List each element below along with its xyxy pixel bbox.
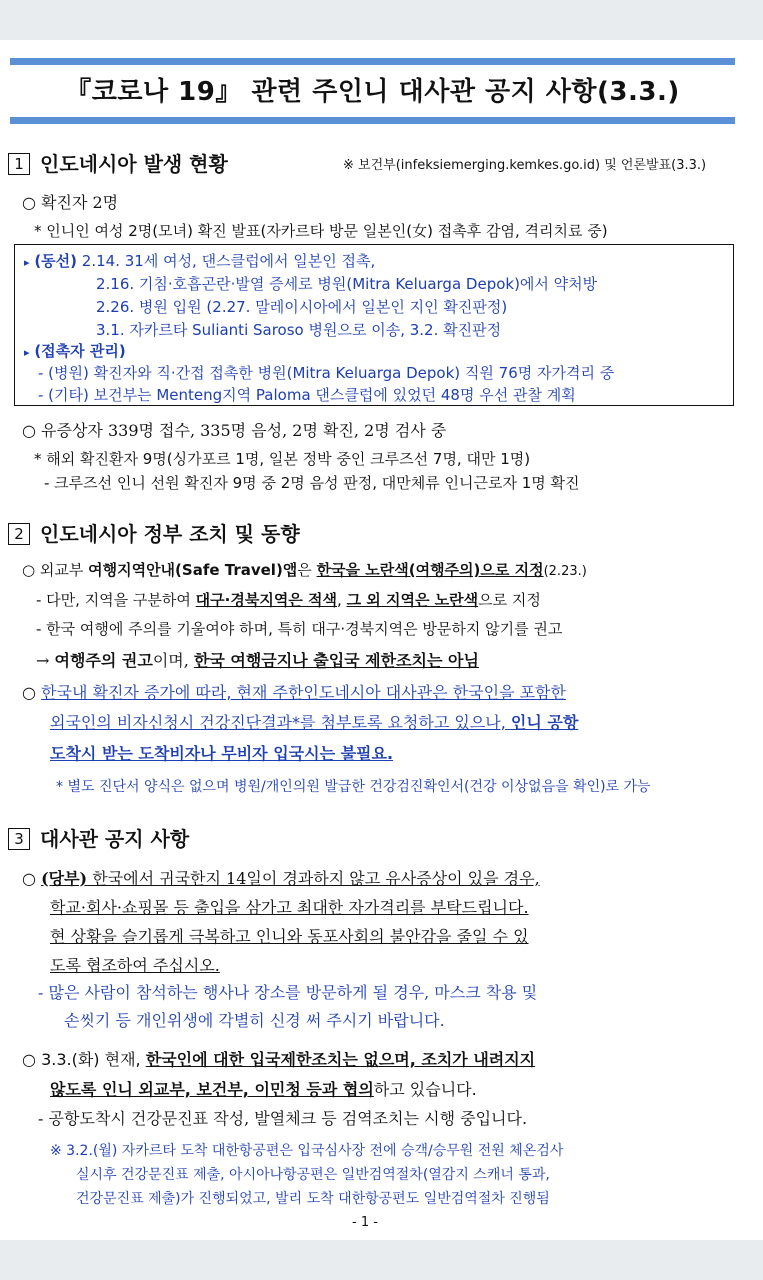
section-3-title: 대사관 공지 사항 [40,827,190,851]
text: ○ 외교부 [22,561,89,579]
route-label: (동선) [34,252,78,270]
triangle-bullet-icon: ▸ [24,346,30,359]
section-3-heading [8,823,189,852]
cruise-cases: - 크루즈선 인니 선원 확진자 9명 중 2명 음성 판정, 대만체류 인니근로자 1명 확진 [44,474,580,492]
request-line-3: 현 상황을 슬기롭게 극복하고 인니와 동포사회의 불안감을 줄일 수 있 [50,927,529,946]
visa-line-2 [50,710,578,733]
section-2-heading [8,518,300,547]
request-line-1 [22,866,540,889]
confirmed-detail: * 인니인 여성 2명(모녀) 확진 발표(자카르타 방문 일본인(女) 접촉후 감염, 격리치료 중) [34,222,608,240]
visa-emphasis: 인니 공항 [510,713,579,732]
circle-bullet: ○ [22,869,36,888]
visa-line-1 [22,680,566,703]
region-line [36,589,541,610]
request-text: 한국에서 귀국한지 14일이 경과하지 않고 유사증상이 있을 경우, [87,869,540,888]
circle-bullet: ○ [22,683,36,702]
visa-line-3: 도착시 받는 도착비자나 무비자 입국시는 불필요. [50,744,394,763]
airline-note-1: ※ 3.2.(월) 자카르타 도착 대한항공편은 입국심사장 전에 승객/승무원 전원 체온검사 [50,1143,564,1159]
section-3-number: 3 [8,828,30,850]
entry-line-1 [22,1047,535,1070]
yellow-region: 그 외 지역은 노란색 [346,591,479,609]
hygiene-line-2: 손씻기 등 개인위생에 각별히 신경 써 주시기 바랍니다. [64,1011,445,1030]
source-note: ※ 보건부(infeksiemerging.kemkes.go.id) 및 언론발표(3.3.) [343,158,707,173]
title-bottom-rule [10,117,735,124]
hygiene-line-1: - 많은 사람이 참석하는 행사나 장소를 방문하게 될 경우, 마스크 착용 및 [38,983,538,1002]
overseas-cases: * 해외 확진환자 9명(싱가포르 1명, 일본 정박 중인 크루즈선 7명, 대만 1명) [34,450,531,468]
contacts-item: - (기타) 보건부는 Menteng지역 Paloma 댄스클럽에 있었던 48명 우선 관찰 계획 [38,386,576,404]
section-2-title: 인도네시아 정부 조치 및 동향 [40,522,300,546]
visa-text: 한국내 확진자 증가에 따라, 현재 주한인도네시아 대사관은 한국인을 포함한 [41,683,566,702]
route-item: 2.14. 31세 여성, 댄스클럽에서 일본인 접촉, [81,252,376,270]
text: 은 [297,561,317,579]
text: , [337,591,347,609]
entry-emphasis: 한국인에 대한 입국제한조치는 없으며, 조치가 내려지지 [145,1050,536,1069]
title-top-rule [10,58,735,65]
text: 으로 지정 [478,591,541,609]
request-label: (당부) [41,869,88,888]
route-item: 2.16. 기침·호흡곤란·발열 증세로 병원(Mitra Keluarga Depok)에서 약처방 [96,275,598,293]
page-title: 『코로나 19』 관련 주인니 대사관 공지 사항(3.3.) [65,77,680,107]
section-1-number: 1 [8,153,30,175]
suspected-cases: ○ 유증상자 339명 접수, 335명 음성, 2명 확진, 2명 검사 중 [22,421,447,440]
triangle-bullet-icon: ▸ [24,256,30,269]
date: (2.23.) [543,564,587,579]
conclusion-line [36,648,479,671]
advice-line: - 한국 여행에 주의를 기울여야 하며, 특히 대구·경북지역은 방문하지 않기를 권고 [36,620,563,638]
contacts-heading [24,340,126,361]
yellow-designation: 한국을 노란색(여행주의)으로 지정 [316,561,544,579]
route-item: 3.1. 자카르타 Sulianti Saroso 병원으로 이송, 3.2. 확진판정 [96,321,502,339]
circle-bullet: ○ [22,1050,36,1069]
entry-emphasis: 않도록 인니 외교부, 보건부, 이민청 등과 협의 [50,1080,374,1099]
confirmed-count: ○ 확진자 2명 [22,193,119,212]
date-text: 3.3.(화) 현재, [41,1050,146,1069]
no-restriction: 한국 여행금지나 출입국 제한조치는 아님 [193,651,479,670]
route-first-line [24,250,375,271]
arrow-text: → [36,651,55,670]
safe-travel-line [22,559,587,580]
app-name: 여행지역안내(Safe Travel)앱 [88,561,298,579]
request-line-4: 도록 협조하여 주십시오. [50,956,220,975]
red-region: 대구·경북지역은 적색 [195,591,338,609]
section-2-number: 2 [8,523,30,545]
text: 이며, [152,651,194,670]
contacts-item: - (병원) 확진자와 직·간접 접촉한 병원(Mitra Keluarga Depok) 직원 76명 자가격리 중 [38,364,615,382]
page-number: - 1 - [352,1215,378,1230]
advisory: 여행주의 권고 [54,651,153,670]
diagnosis-note: * 별도 진단서 양식은 없으며 병원/개인의원 발급한 건강검진확인서(건강 이상없음을 확인)로 가능 [56,779,651,795]
airline-note-2: 실시후 건강문진표 제출, 아시아나항공편은 일반검역절차(열감지 스캐너 통과, [76,1167,550,1183]
text: - 다만, 지역을 구분하여 [36,591,196,609]
route-item: 2.26. 병원 입원 (2.27. 말레이시아에서 일본인 지인 확진판정) [96,298,508,316]
top-margin [0,0,763,40]
section-1-heading [8,148,228,177]
section-1-title: 인도네시아 발생 현황 [40,152,228,176]
contacts-label: (접촉자 관리) [34,342,126,360]
quarantine-line: - 공항도착시 건강문진표 작성, 발열체크 등 검역조치는 시행 중입니다. [38,1109,528,1128]
airline-note-3: 건강문진표 제출)가 진행되었고, 발리 도착 대한항공편도 일반검역절차 진행됨 [76,1191,550,1207]
visa-text: 외국인의 비자신청시 건강진단결과*를 첨부토록 요청하고 있으나, [50,713,511,732]
entry-line-2 [50,1077,477,1100]
text: 하고 있습니다. [373,1080,477,1099]
request-line-2: 학교·회사·쇼핑몰 등 출입을 삼가고 최대한 자가격리를 부탁드립니다. [50,898,529,917]
bottom-margin [0,1240,763,1280]
